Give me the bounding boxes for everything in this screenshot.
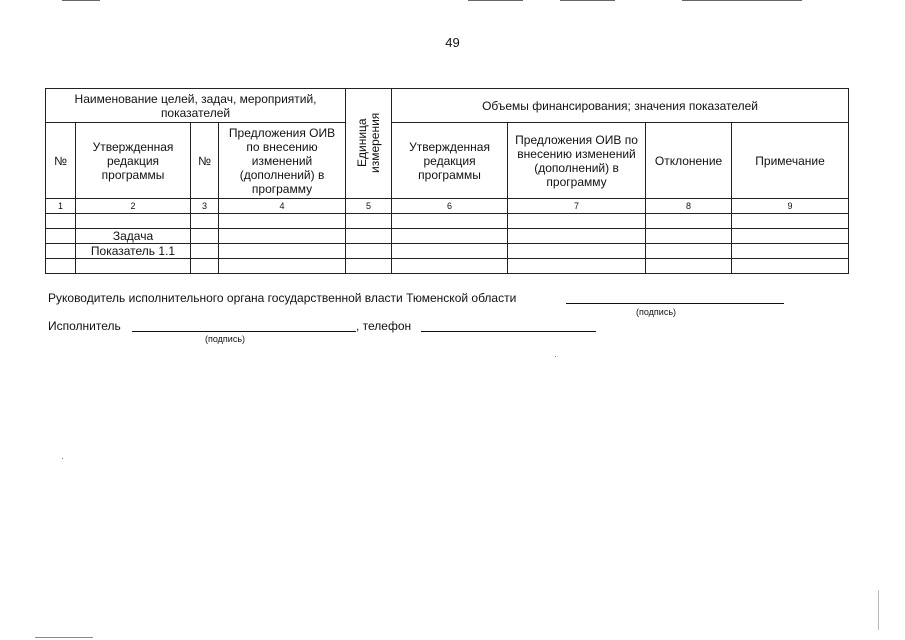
scan-mark: [35, 637, 93, 638]
report-table: [45, 88, 849, 274]
executor-label: Исполнитель: [48, 319, 121, 333]
head-signature-caption: (подпись): [636, 307, 677, 317]
scan-speck: [878, 590, 879, 630]
page-number: 49: [445, 35, 460, 50]
col-approved: Утвержденная редакция программы: [76, 123, 191, 199]
col-number: 9: [732, 199, 849, 214]
col-approved2: Утвержденная редакция программы: [392, 123, 508, 199]
col-number: 4: [219, 199, 346, 214]
row-label: [76, 259, 191, 274]
scan-mark: [62, 0, 100, 1]
phone-label: , телефон: [356, 319, 412, 333]
executor-signature-caption: (подпись): [205, 334, 246, 344]
col-number: 6: [392, 199, 508, 214]
col-deviation: Отклонение: [646, 123, 732, 199]
table-row: [46, 214, 849, 229]
scan-mark: [468, 0, 523, 1]
col-proposals: Предложения ОИВ по внесению изменений (дополнений) в программу: [219, 123, 346, 199]
scan-speck: [62, 458, 63, 459]
table-row: [46, 244, 849, 259]
scan-mark: [682, 0, 802, 1]
scan-speck: [555, 356, 556, 357]
header-financing: Объемы финансирования; значения показателей: [392, 89, 849, 123]
col-number: 3: [191, 199, 219, 214]
head-signature-label: Руководитель исполнительного органа государственной власти Тюменской области: [48, 291, 517, 305]
phone-line: [421, 331, 596, 332]
col-no: №: [46, 123, 76, 199]
column-number-row: [46, 199, 849, 214]
scan-mark: [560, 0, 615, 1]
table-row: [46, 259, 849, 274]
table-row: [46, 229, 849, 244]
col-number: 8: [646, 199, 732, 214]
col-number: 7: [508, 199, 646, 214]
row-label: Задача: [76, 229, 191, 244]
col-number: 1: [46, 199, 76, 214]
head-signature-line: [566, 303, 784, 304]
header-unit: [346, 89, 392, 199]
col-proposals2: Предложения ОИВ по внесению изменений (дополнений) в программу: [508, 123, 646, 199]
col-number: 5: [346, 199, 392, 214]
row-label: Показатель 1.1: [76, 244, 191, 259]
executor-signature-line: [132, 331, 356, 332]
col-note: Примечание: [732, 123, 849, 199]
row-label: [76, 214, 191, 229]
header-goals: Наименование целей, задач, мероприятий, показателей: [46, 89, 346, 123]
col-number: 2: [76, 199, 191, 214]
header-unit-text: Единица измерения: [354, 111, 382, 173]
col-no2: №: [191, 123, 219, 199]
